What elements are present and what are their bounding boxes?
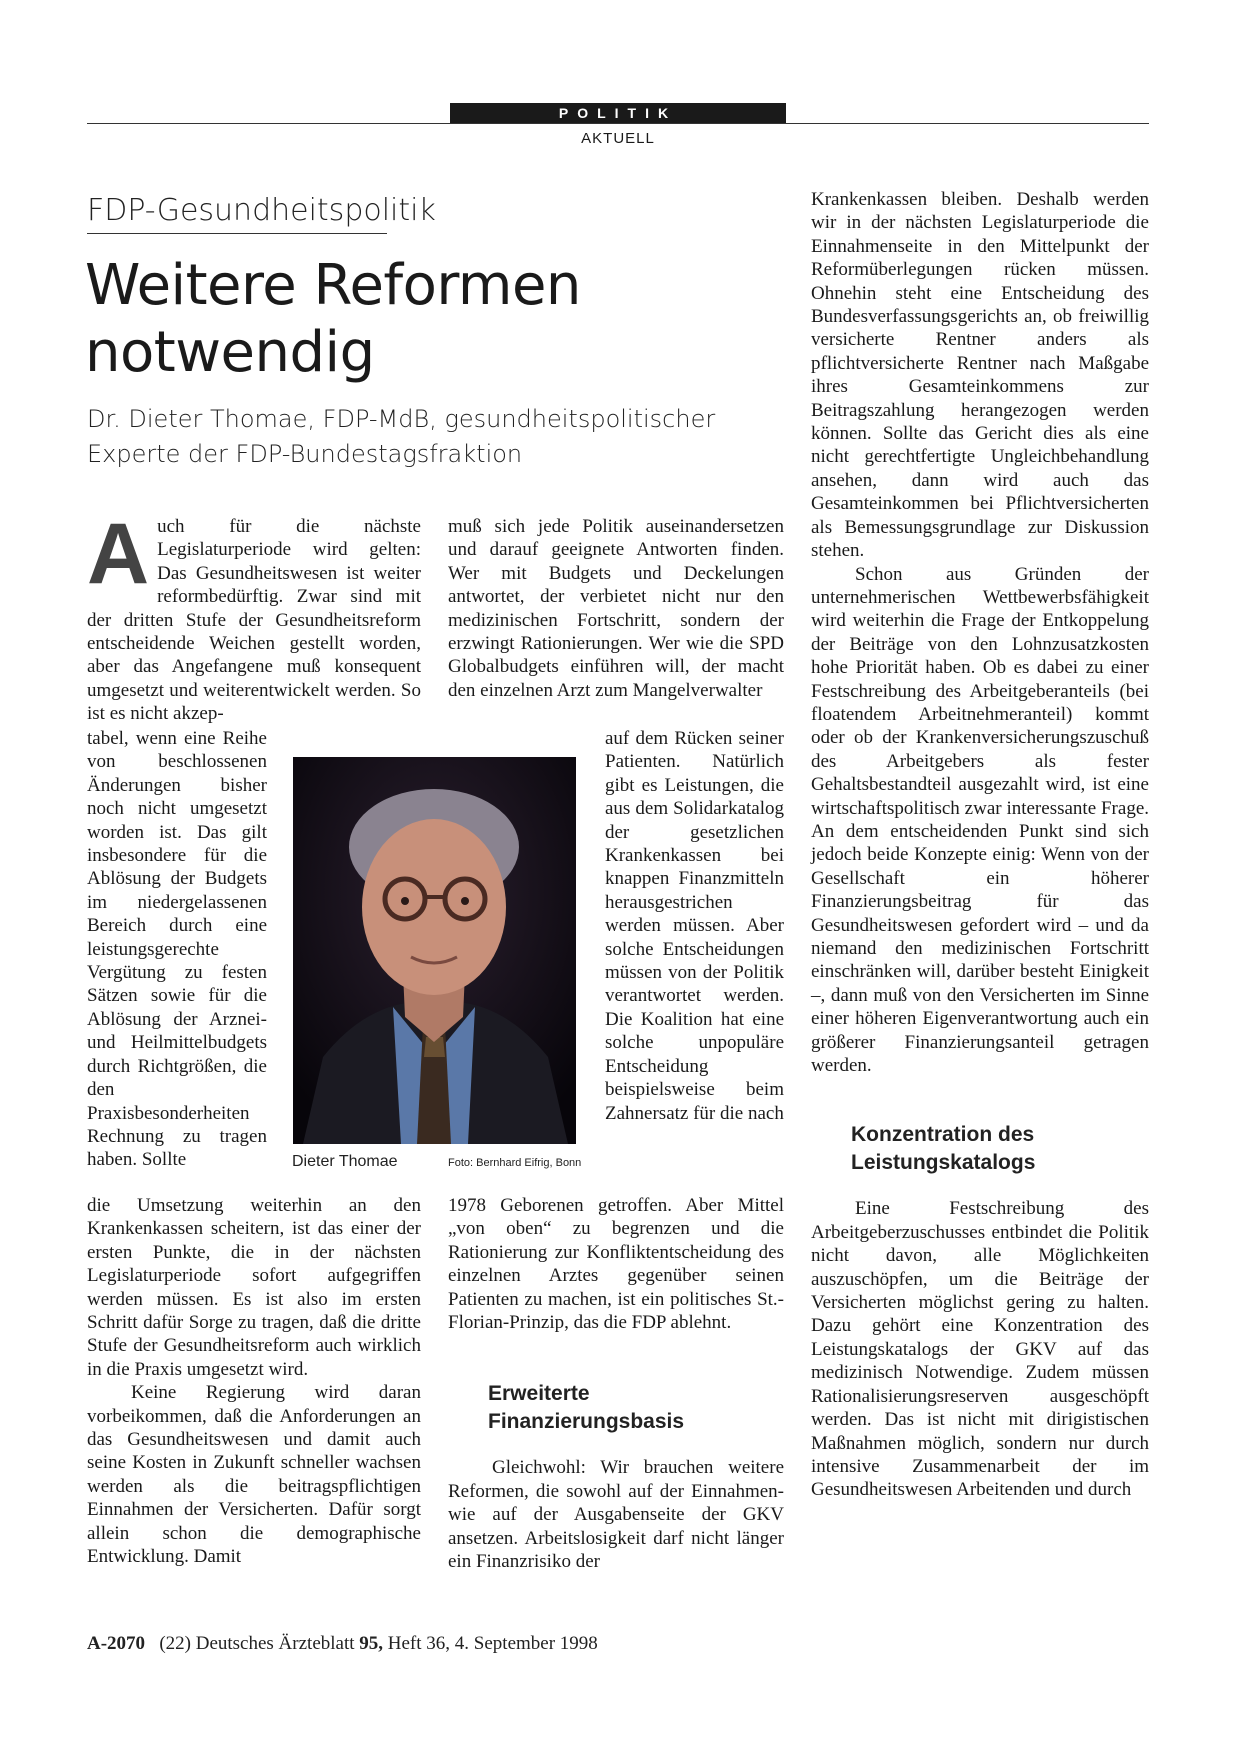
subheading [488,1380,784,1436]
photo-credit: Foto: Bernhard Eifrig, Bonn [448,1157,582,1169]
page-footer [87,1633,598,1655]
column-1-top [87,506,421,726]
header-rule [87,123,1149,124]
column-2-top [448,515,784,702]
byline-line-1: Dr. Dieter Thomae, FDP-MdB, gesundheitspolitischer [87,405,716,433]
column-2-bottom [448,1194,784,1573]
byline-line-2: Experte der FDP-Bundestagsfraktion [87,440,523,468]
column-1-bottom [87,1194,421,1569]
headline [85,252,785,386]
paragraph-text: muß sich jede Politik auseinandersetzen und darauf geeignete Antworten finden. Wer mit Budgets und Deckelungen antwortet, der verbietet nicht nur den medizinischen Fortschritt, sondern der erzwingt Rationierungen. Wer wie die SPD Globalbudgets einführen will, der macht den einzelnen Arzt zum Mangelverwalter [448,516,784,701]
drop-cap: A [87,506,150,602]
paragraph-text: die Umsetzung weiterhin an den Krankenkassen scheitern, ist das einer der ersten Punkte, die in der nächsten Legislaturperiode sofort aufgegriffen werden müssen. Es ist also im ersten Schritt dafür Sorge zu tragen, daß die dritte Stufe der Gesundheitsreform auch wirklich in die Praxis umgesetzt wird. [87,1195,421,1380]
page-number: A-2070 [87,1633,146,1654]
author-photo [293,757,576,1144]
kicker: FDP-Gesundheitspolitik [87,191,387,234]
paragraph-text: uch für die nächste Legislaturperiode wird gelten: Das Gesundheitswesen ist weiter reformbedürftig. Zwar sind mit der dritten Stufe der Gesundheitsreform entscheidende Weichen gestellt worden, aber das Angefangene muß konsequent umgesetzt und weiterentwickelt werden. So ist es nicht akzep- [87,516,421,725]
paragraph-text: Gleichwohl: Wir brauchen weitere Reformen, die sowohl auf der Einnahmen- wie auf der Ausgabenseite der GKV ansetzen. Arbeitslosigkeit darf nicht länger ein Finanzrisiko der [448,1457,784,1573]
paragraph-text: 1978 Geborenen getroffen. Aber Mittel „von oben“ zu begrenzen und die Rationierung zur Konfliktentscheidung des einzelnen Arztes gegenüber seinen Patienten zu machen, ist ein politisches St.-Florian-Prinzip, das die FDP ablehnt. [448,1195,784,1334]
paragraph [87,506,421,726]
journal-issue: Heft 36, 4. September 1998 [387,1633,598,1654]
paragraph-text: Keine Regierung wird daran vorbeikommen, daß die Anforderungen an das Gesundheitswesen und damit auch seine Kosten in Zukunft schneller wachsen werden als die beitragspflichtigen Einnahmen der Versicherten. Dafür sorgt allein schon die demographische Entwicklung. Damit [87,1382,421,1568]
headline-line-1: Weitere Reformen [85,253,581,318]
column-2-wrap [605,727,784,1125]
subheading [851,1121,1149,1177]
section-label: POLITIK [450,103,786,124]
subheading-line-1: Erweiterte [488,1382,590,1406]
portrait-image [293,757,576,1144]
byline [87,402,727,472]
journal-ref: (22) Deutsches Ärzteblatt [159,1633,355,1654]
paragraph-text: Krankenkassen bleiben. Deshalb werden wir in der nächsten Legislaturperiode die Einnahmenseite in den Mittelpunkt der Reformüberlegungen rücken müssen. Ohnehin steht eine Entscheidung des Bundesverfassungsgerichts an, ob freiwillig versicherte Rentner anders als pflichtversicherte Rentner nach Maßgabe ihres Gesamteinkommens zur Beitragszahlung herangezogen werden können. Sollte das Gericht dies als eine nicht gerechtfertigte Ungleichbehandlung ansehen, dann wird auch das Gesamteinkommen bei Pflichtversicherten als Bemessungsgrundlage zur Diskussion stehen. [811,189,1149,562]
headline-line-2: notwendig [85,320,375,385]
column-1-wrap [87,727,267,1172]
journal-volume: 95, [359,1633,384,1654]
subheading-line-1: Konzentration des [851,1123,1035,1147]
subheading-line-2: Leistungskatalogs [851,1151,1036,1175]
paragraph-text: tabel, wenn eine Reihe von beschlossenen Änderungen bisher noch nicht umgesetzt worden ist. Das gilt insbesondere für die Ablösung der Budgets im niedergelassenen Bereich durch eine leistungsgerechte Vergütung zu festen Sätzen sowie für die Ablösung der Arznei- und Heilmittelbudgets durch Richtgrößen, die den Praxisbesonderheiten Rechnung zu tragen haben. Sollte [87,728,267,1171]
photo-caption: Dieter Thomae [292,1153,398,1170]
paragraph-text: Eine Festschreibung des Arbeitgeberzuschusses entbindet die Politik nicht davon, alle Möglichkeiten auszuschöpfen, um die Beiträge der Versicherten möglichst gering zu halten. Dazu gehört eine Konzentration des Leistungskatalogs der GKV auf das medizinisch Notwendige. Zudem müssen Rationalisierungsreserven ausgeschöpft werden. Das ist nicht mit dirigistischen Maßnahmen möglich, sondern nur durch intensive Zusammenarbeit der im Gesundheitswesen Arbeitenden und durch [811,1198,1149,1501]
paragraph-text: auf dem Rücken seiner Patienten. Natürlich gibt es Leistungen, die aus dem Solidarkatalog der gesetzlichen Krankenkassen bei knappen Finanzmitteln herausgestrichen werden müssen. Aber solche Entscheidungen müssen von der Politik verantwortet werden. Die Koalition hat eine solche unpopuläre Entscheidung beispielsweise beim Zahnersatz für die nach [605,728,784,1124]
subsection-label: AKTUELL [581,130,655,147]
paragraph-text: Schon aus Gründen der unternehmerischen Wettbewerbsfähigkeit wird weiterhin die Frage der Entkoppelung der Beiträge von den Lohnzusatzkosten hohe Priorität haben. Ob es dabei zu einer Festschreibung des Arbeitgeberanteils (bei floatendem Arbeitnehmeranteil) kommt oder ob der Krankenversicherungszuschuß des Arbeitgebers als fester Gehaltsbestandteil ausgezahlt wird, ist eine wirtschaftspolitisch zwar interessante Frage. An dem entscheidenden Punkt sind sich jedoch beide Konzepte einig: Wenn von der Gesellschaft ein höherer Finanzierungsbeitrag für das Gesundheitswesen gefordert wird – und da niemand den medizinischen Fortschritt einschränken will, darüber besteht Einigkeit –, dann muß von den Versicherten im Sinne einer höheren Eigenverantwortung auch ein größerer Finanzierungsanteil getragen werden. [811,563,1149,1077]
column-3 [811,188,1149,1502]
subheading-line-2: Finanzierungsbasis [488,1410,685,1434]
